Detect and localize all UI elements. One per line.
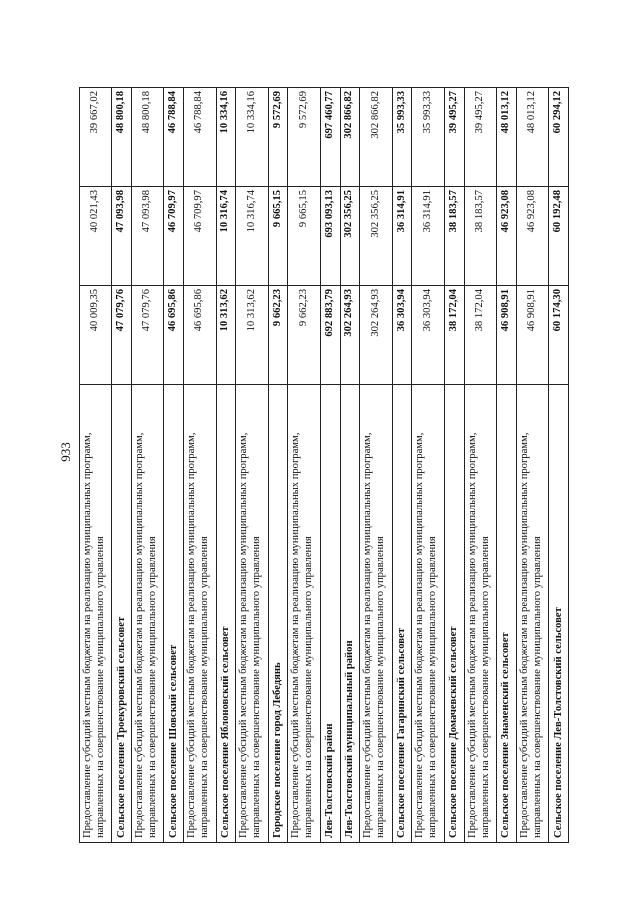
row-label: Предоставление субсидий местным бюджетам на реализацию муниципальных программ, направленных на совершенствование муниципального управления bbox=[288, 385, 320, 843]
table-row bbox=[412, 88, 444, 843]
row-value-col2: 38 183,57 bbox=[464, 187, 496, 286]
table-row bbox=[360, 88, 392, 843]
row-value-col1: 10 313,62 bbox=[216, 286, 236, 385]
row-value-col1: 47 079,76 bbox=[132, 286, 164, 385]
row-value-col2: 46 709,97 bbox=[184, 187, 216, 286]
budget-table-body bbox=[80, 88, 569, 843]
row-label: Сельское поселение Шовский сельсовет bbox=[164, 385, 184, 843]
table-row bbox=[132, 88, 164, 843]
row-value-col2: 36 314,91 bbox=[392, 187, 412, 286]
row-label: Предоставление субсидий местным бюджетам на реализацию муниципальных программ, направленных на совершенствование муниципального управления bbox=[360, 385, 392, 843]
row-value-col2: 38 183,57 bbox=[444, 187, 464, 286]
table-row-section bbox=[444, 88, 464, 843]
row-value-col2: 302 356,25 bbox=[340, 187, 360, 286]
row-label: Лев-Толстовский муниципальный район bbox=[340, 385, 360, 843]
row-value-col2: 9 665,15 bbox=[288, 187, 320, 286]
row-value-col2: 47 093,98 bbox=[112, 187, 132, 286]
row-label: Сельское поселение Домачевский сельсовет bbox=[444, 385, 464, 843]
row-label: Предоставление субсидий местным бюджетам на реализацию муниципальных программ, направленных на совершенствование муниципального управления bbox=[464, 385, 496, 843]
row-value-col3: 48 013,12 bbox=[496, 88, 516, 187]
row-label: Сельское поселение Гагаринский сельсовет bbox=[392, 385, 412, 843]
row-value-col3: 9 572,69 bbox=[288, 88, 320, 187]
row-value-col2: 9 665,15 bbox=[268, 187, 288, 286]
row-value-col1: 60 174,30 bbox=[548, 286, 568, 385]
row-value-col1: 46 695,86 bbox=[164, 286, 184, 385]
row-value-col1: 9 662,23 bbox=[288, 286, 320, 385]
row-value-col1: 36 303,94 bbox=[392, 286, 412, 385]
row-label: Предоставление субсидий местным бюджетам на реализацию муниципальных программ, направленных на совершенствование муниципального управления bbox=[80, 385, 112, 843]
page-number: 933 bbox=[58, 442, 73, 462]
row-value-col1: 36 303,94 bbox=[412, 286, 444, 385]
row-value-col1: 38 172,04 bbox=[464, 286, 496, 385]
row-value-col3: 39 495,27 bbox=[464, 88, 496, 187]
table-row bbox=[236, 88, 268, 843]
table-row-section bbox=[320, 88, 340, 843]
row-value-col1: 9 662,23 bbox=[268, 286, 288, 385]
rotated-table-container bbox=[79, 88, 569, 843]
row-label: Сельское поселение Знаменский сельсовет bbox=[496, 385, 516, 843]
row-value-col2: 40 021,43 bbox=[80, 187, 112, 286]
row-value-col2: 60 192,48 bbox=[548, 187, 568, 286]
row-value-col3: 46 788,84 bbox=[164, 88, 184, 187]
table-row-section bbox=[548, 88, 568, 843]
row-value-col1: 302 264,93 bbox=[340, 286, 360, 385]
row-label: Предоставление субсидий местным бюджетам на реализацию муниципальных программ, направленных на совершенствование муниципального управления bbox=[412, 385, 444, 843]
row-value-col2: 10 316,74 bbox=[216, 187, 236, 286]
row-value-col1: 46 908,91 bbox=[516, 286, 548, 385]
table-row-section bbox=[268, 88, 288, 843]
row-value-col1: 46 908,91 bbox=[496, 286, 516, 385]
row-value-col1: 10 313,62 bbox=[236, 286, 268, 385]
row-label: Предоставление субсидий местным бюджетам на реализацию муниципальных программ, направленных на совершенствование муниципального управления bbox=[236, 385, 268, 843]
table-row-section bbox=[496, 88, 516, 843]
row-value-col2: 46 709,97 bbox=[164, 187, 184, 286]
row-label: Предоставление субсидий местным бюджетам на реализацию муниципальных программ, направленных на совершенствование муниципального управления bbox=[516, 385, 548, 843]
table-row-section bbox=[216, 88, 236, 843]
row-label: Предоставление субсидий местным бюджетам на реализацию муниципальных программ, направленных на совершенствование муниципального управления bbox=[184, 385, 216, 843]
row-value-col2: 302 356,25 bbox=[360, 187, 392, 286]
row-value-col1: 302 264,93 bbox=[360, 286, 392, 385]
row-value-col2: 47 093,98 bbox=[132, 187, 164, 286]
row-value-col3: 302 866,82 bbox=[340, 88, 360, 187]
row-value-col3: 48 013,12 bbox=[516, 88, 548, 187]
row-value-col1: 47 079,76 bbox=[112, 286, 132, 385]
row-label: Лев-Толстовский район bbox=[320, 385, 340, 843]
row-value-col3: 9 572,69 bbox=[268, 88, 288, 187]
row-value-col1: 38 172,04 bbox=[444, 286, 464, 385]
row-value-col3: 48 800,18 bbox=[132, 88, 164, 187]
row-value-col2: 36 314,91 bbox=[412, 187, 444, 286]
row-value-col3: 60 294,12 bbox=[548, 88, 568, 187]
row-value-col1: 40 009,35 bbox=[80, 286, 112, 385]
row-label: Городское поселение город Лебедянь bbox=[268, 385, 288, 843]
row-value-col3: 10 334,16 bbox=[216, 88, 236, 187]
row-value-col1: 692 883,79 bbox=[320, 286, 340, 385]
row-value-col3: 10 334,16 bbox=[236, 88, 268, 187]
table-row bbox=[184, 88, 216, 843]
row-value-col3: 697 460,77 bbox=[320, 88, 340, 187]
row-value-col3: 39 495,27 bbox=[444, 88, 464, 187]
row-value-col2: 10 316,74 bbox=[236, 187, 268, 286]
row-value-col3: 46 788,84 bbox=[184, 88, 216, 187]
table-row bbox=[80, 88, 112, 843]
row-value-col3: 39 667,02 bbox=[80, 88, 112, 187]
row-value-col2: 46 923,08 bbox=[516, 187, 548, 286]
table-row-section bbox=[340, 88, 360, 843]
row-value-col3: 35 993,33 bbox=[392, 88, 412, 187]
row-value-col3: 302 866,82 bbox=[360, 88, 392, 187]
row-label: Сельское поселение Лев-Толстовский сельсовет bbox=[548, 385, 568, 843]
table-row-section bbox=[164, 88, 184, 843]
row-value-col2: 693 093,13 bbox=[320, 187, 340, 286]
row-value-col3: 48 800,18 bbox=[112, 88, 132, 187]
row-label: Предоставление субсидий местным бюджетам на реализацию муниципальных программ, направленных на совершенствование муниципального управления bbox=[132, 385, 164, 843]
table-row bbox=[288, 88, 320, 843]
table-row bbox=[516, 88, 548, 843]
table-row-section bbox=[112, 88, 132, 843]
row-label: Сельское поселение Яблоновский сельсовет bbox=[216, 385, 236, 843]
row-label: Сельское поселение Троекуровский сельсовет bbox=[112, 385, 132, 843]
table-row bbox=[464, 88, 496, 843]
budget-table bbox=[79, 87, 569, 843]
row-value-col3: 35 993,33 bbox=[412, 88, 444, 187]
table-row-section bbox=[392, 88, 412, 843]
row-value-col2: 46 923,08 bbox=[496, 187, 516, 286]
row-value-col1: 46 695,86 bbox=[184, 286, 216, 385]
